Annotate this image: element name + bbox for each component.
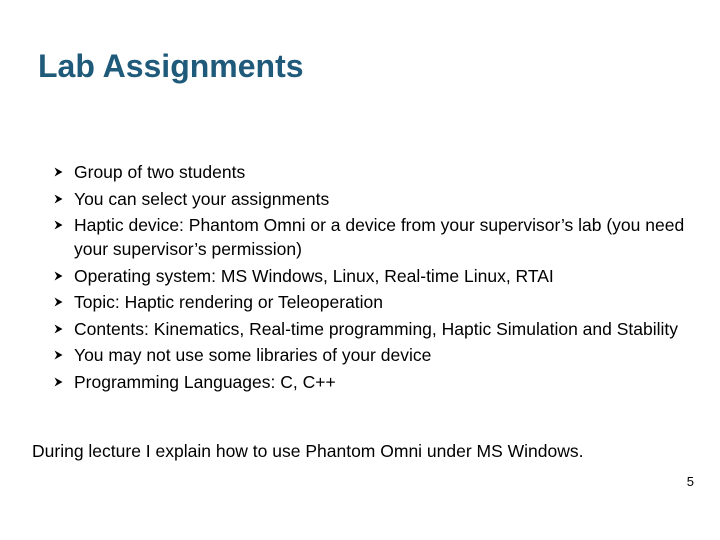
bullet-item <box>54 370 704 394</box>
bullet-text: Topic: Haptic rendering or Teleoperation <box>74 292 384 312</box>
bullet-list <box>54 160 704 396</box>
bullet-item <box>54 187 704 211</box>
arrowhead-bullet-icon <box>54 343 74 367</box>
bullet-item <box>54 264 704 288</box>
bullet-text: Haptic device: Phantom Omni or a device from your supervisor’s lab (you need your supervisor’s permission) <box>74 215 685 259</box>
bullet-item <box>54 290 704 314</box>
arrowhead-bullet-icon <box>54 317 74 341</box>
bullet-item <box>54 343 704 367</box>
arrowhead-bullet-icon <box>54 370 74 394</box>
arrowhead-bullet-icon <box>54 264 74 288</box>
bullet-text: Group of two students <box>74 162 246 182</box>
page-number: 5 <box>686 474 694 489</box>
arrowhead-bullet-icon <box>54 160 74 184</box>
slide-title: Lab Assignments <box>38 48 304 84</box>
arrowhead-bullet-icon <box>54 187 74 211</box>
lecture-note: During lecture I explain how to use Phantom Omni under MS Windows. <box>32 441 584 461</box>
bullet-item <box>54 213 704 261</box>
bullet-item <box>54 317 704 341</box>
arrowhead-bullet-icon <box>54 290 74 314</box>
bullet-text: Operating system: MS Windows, Linux, Real-time Linux, RTAI <box>74 265 554 286</box>
bullet-text: Contents: Kinematics, Real-time programming, Haptic Simulation and Stability <box>74 318 679 339</box>
bullet-text: You can select your assignments <box>74 188 330 209</box>
bullet-text: Programming Languages: C, C++ <box>74 371 336 392</box>
arrowhead-bullet-icon <box>54 213 74 237</box>
bullet-item <box>54 160 704 184</box>
bullet-text: You may not use some libraries of your device <box>74 345 432 365</box>
